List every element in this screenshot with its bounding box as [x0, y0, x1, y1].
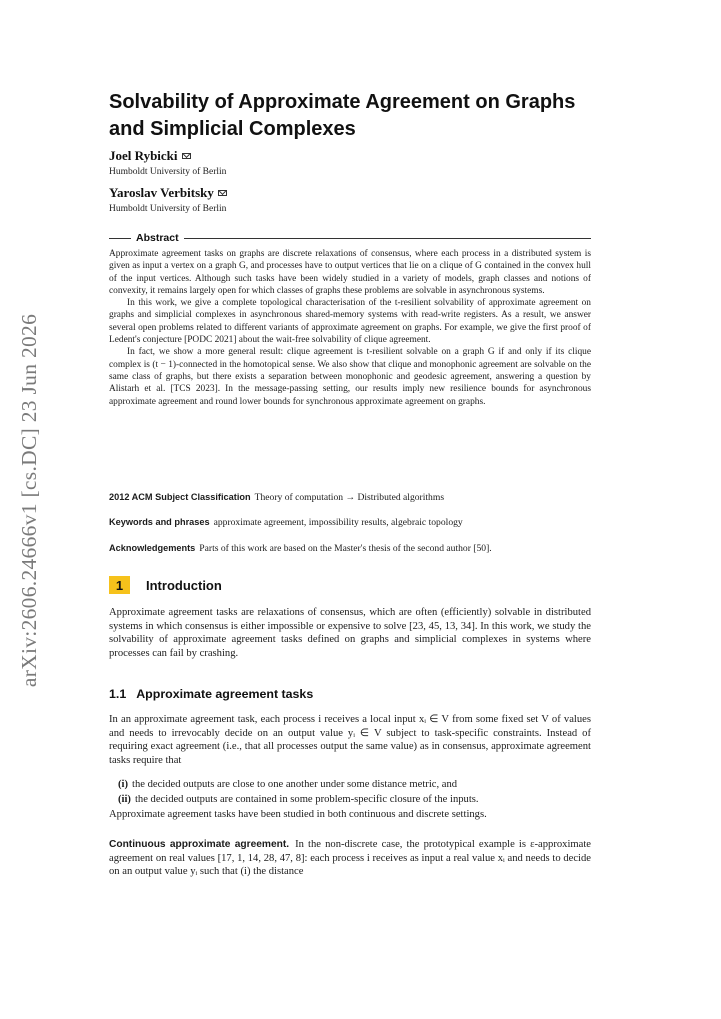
list-item	[118, 779, 588, 790]
list-marker: (i)	[118, 779, 128, 790]
acm-classification	[109, 492, 591, 503]
list-item-text: the decided outputs are contained in some problem-specific closure of the inputs.	[134, 794, 479, 805]
author-1-name-text: Joel Rybicki	[109, 148, 178, 163]
acknowledgements-label: Acknowledgements	[109, 543, 196, 553]
subsection-heading	[109, 687, 313, 701]
continuous-paragraph-text: In the non-discrete case, the prototypical example is ε-approximate agreement on real values [17, 1, 14, 28, 47, 8]: each process i receives as input a real value xᵢ and needs to decide on an output value yᵢ such that (i) the distance	[109, 839, 591, 878]
acknowledgements-text: Parts of this work are based on the Master's thesis of the second author [50].	[199, 543, 492, 554]
subsection-closing: Approximate agreement tasks have been studied in both continuous and discrete settings.	[109, 809, 487, 820]
subsection-paragraph: In an approximate agreement task, each process i receives a local input xᵢ ∈ V from some fixed set V of values and needs to irrevocably decide on an output value yᵢ ∈ V subject to task-specific constraints. Instead of requiring exact agreement (i.e., that all processes output the same value) as in consensus, approximate agreement tasks require that	[109, 714, 591, 766]
list-item-text: the decided outputs are close to one another under some distance metric, and	[132, 779, 458, 790]
section-title: Introduction	[146, 577, 222, 593]
author-2-name-text: Yaroslav Verbitsky	[109, 185, 214, 200]
arxiv-identifier-text: arXiv:2606.24666v1 [cs.DC] 23 Jun 2026	[17, 313, 42, 687]
continuous-paragraph-head: Continuous approximate agreement.	[109, 839, 290, 850]
acknowledgements	[109, 543, 591, 554]
acm-label: 2012 ACM Subject Classification	[109, 492, 251, 502]
email-icon[interactable]	[218, 190, 227, 196]
arxiv-identifier	[5, 300, 55, 700]
keywords-label: Keywords and phrases	[109, 517, 210, 527]
abstract-paragraph-2: In this work, we give a complete topological characterisation of the t-resilient solvability of approximate agreement on graphs and simplicial complexes in asynchronous shared-memory systems with read-write registers. As a result, we answer several open problems related to different variants of approximate agreement on graphs. For example, we give the first proof of Ledent's conjecture [PODC 2021] about the wait-free solvability of clique agreement.	[109, 298, 591, 346]
abstract-paragraph-3: In fact, we show a more general result: clique agreement is t-resilient solvable on a graph G if and only if its clique complex is (t − 1)-connected in the homotopical sense. We also show that clique and monophonic agreement are solvable on the same class of graphs, but there exists a separation between monophonic and geodesic agreement, answering a question by Alistarh et al. [TCS 2023]. In the message-passing setting, our results imply new resilience bounds for asynchronous approximate agreement and round lower bounds for synchronous approximate agreement on graphs.	[109, 347, 591, 407]
email-icon[interactable]	[182, 153, 191, 159]
abstract-label: Abstract	[136, 232, 179, 244]
paper-title	[109, 89, 609, 143]
keywords-text: approximate agreement, impossibility results, algebraic topology	[213, 517, 463, 528]
section-number: 1	[109, 576, 130, 594]
section-heading	[109, 576, 222, 594]
subsection-title: Approximate agreement tasks	[136, 687, 314, 701]
author-1-affiliation: Humboldt University of Berlin	[109, 167, 227, 177]
paper-title-line-2: and Simplicial Complexes	[109, 118, 356, 140]
abstract-rule-left	[109, 238, 131, 239]
continuous-paragraph	[109, 838, 591, 879]
author-2-name	[109, 185, 227, 201]
introduction-paragraph: Approximate agreement tasks are relaxations of consensus, which are often (efficiently) solvable in distributed systems in which consensus is either impossible or expensive to solve [23, 45, 13, 34]. In this work, we study the solvability of approximate agreement tasks defined on graphs and simplicial complexes in systems where processes can fail by crashing.	[109, 607, 591, 659]
subsection-number: 1.1	[109, 687, 127, 701]
list-marker: (ii)	[118, 794, 131, 805]
acm-text: Theory of computation → Distributed algorithms	[254, 492, 445, 503]
abstract-rule-right	[184, 238, 591, 239]
author-1-name	[109, 148, 191, 164]
paper-title-line-1: Solvability of Approximate Agreement on Graphs	[109, 91, 576, 113]
author-2-affiliation: Humboldt University of Berlin	[109, 204, 227, 214]
abstract-heading	[109, 231, 591, 245]
keywords	[109, 517, 591, 528]
abstract-paragraph-1: Approximate agreement tasks on graphs are discrete relaxations of consensus, where each process in a distributed system is given as input a vertex on a graph G, and processes have to output vertices that lie on a clique of G contained in the convex hull of the input vertices. Although such tasks have been widely studied in a variety of models, graph classes and notions of convexity, it remains largely open for which classes of graphs these problems are solvable in asynchronous systems.	[109, 249, 591, 296]
list-item	[118, 794, 588, 805]
abstract-body	[109, 248, 591, 408]
